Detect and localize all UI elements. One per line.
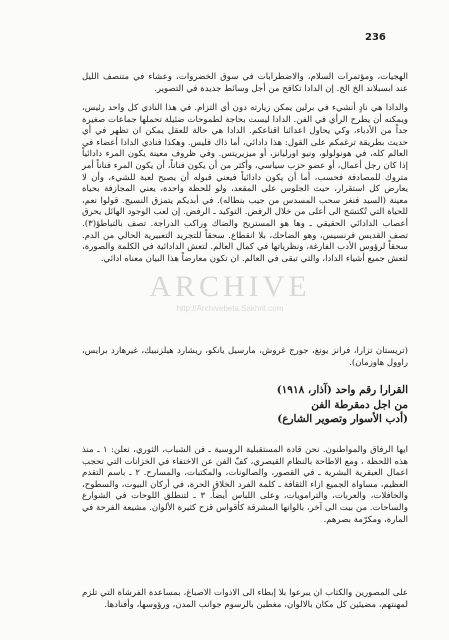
paragraph-text: على المصورين والكتاب ان يبرعوا بلا إبطاء الى الادوات الاصباغ، بمساعدة الفرشاة التي تلزم لمهنتهم، مضيئين كل مكان بالالوان، مغطين بالرسوم جوانب المدن، ورؤوسها، وأفنادها.	[82, 588, 408, 610]
watermark-word: ARCHIVE	[149, 270, 311, 303]
watermark-url: http://Archivebeta.Sakhrit.com	[176, 304, 284, 313]
archive-watermark	[145, 270, 315, 325]
paragraph-signatories	[82, 346, 408, 369]
paragraph-dada-club	[82, 103, 408, 265]
paragraph-resolution	[82, 445, 408, 526]
section-subtitle: من اجل دمقرطة الفن	[311, 398, 408, 411]
page-number: 236	[365, 32, 386, 43]
paragraph-painters	[82, 588, 408, 611]
section-title: القرارا رقم واحد (آذار، ١٩١٨)	[276, 384, 408, 396]
section-heading	[150, 383, 408, 427]
paragraph-text: الهجيات، ومؤتمرات السلام، والاضطرابات في سوق الخضروات، وعشاء في متنصف الليل عند ابسبلاند الخ الخ. إن الدادا تكافح من أجل وسائط جديدة في التصوير.	[82, 72, 408, 94]
paragraph-text: (تريستان تزارا، فرانز يونغ، جورج غروش، مارسيل يانكو، ريشارد هيلزنبيك، غيرهارد برايس، راوول هاوزمان).	[82, 346, 408, 368]
paragraph-text: ايها الرفاق والمواطنون. نحن قادة المستقبلية الروسية ـ فن الشباب، الثوري، نعلن: ١ ـ منذ هذه اللحظة ، ومع الاطاحة بالنظام القيصري، كفّ الفن عن الاختفاء في الخزانات التي تحجب اعمال العبقرية البشرية ـ في القصور، والصالونات، والمكتبات، والمسارح. ٢ ـ باسم التقدم العظيم، مساواة الجميع ازاء الثقافة ـ كلمة الفرد الخلاق الحرة، في أركان البيوت، والسطوح، والحافلات، والعربات، والترامويات، وعلى اللباس أيضاً. ٣ ـ لتنطلق اللوحات في الشوارع والساحات. من بيت الى آخر، بالوانها المشرقة كأقواس قزح كثيرة الألوان. مشيعة الفرحة في المارة، ومكرّمة بصرهم.	[82, 445, 409, 525]
paragraph-intro	[82, 72, 408, 95]
section-subtitle-2: (أدب الأسوار وتصوير الشارع)	[277, 413, 408, 425]
paragraph-text: والدادا هي نادٍ أنشيء في برلين يمكن زيارته دون أي التزام. في هذا النادي كل واحد رئيس، ويمكنه أن يطرح الرأي في الفن. الدادا ليست بحاجة لطموحات ضئيلة تحملها جماعات صغيرة جداً من الأدباء، وكي يحاول اعدائنا اقناعكم. الدادا هي حالة للعقل يمكن ان تظهر في أي حديث بطريقة ترغمكم على القول: هذا دادائي، أما ذاك فليس. وهكذا فنادي الدادا أعضاء في العالم كله، في هونولولو، ونيو اورليانز، أو ميزيريتس. وفي ظروف معينة يكون المرء دادائياً إذا كان رجل أعمال، أو عضو حزب سياسي، وأكثر من أن يكون فناناً، أن يكون المرء فناناً أمر متروك للمصادفة فحسب، أما أن يكون دادائياً فيعني قبوله أن يصبح لعبة للشيء، وأن لا يعارض كل استقرار، حيث الجلوس على المقعد، ولو للحظة واحدة، يعني المجازفة بحياة معينة (السيد فنغز سحب المسدس من جيب بنطاله). في أبديكم يتمزق النسيج. قولوا نعم، للحياة التي تُكتسَح الى أعلى من خلال الرفض. التوكيد ـ الرفض. إن لعب الوجود الهائل يحرق أعصاب الدادائي الحقيقي ـ وها هو المستريح والضاك وراكب الدراجة. تصف بالتباطؤ(٣). تصف القديس فرنسيس، وهو الضاحك، بلا انقطاع. سحقاً للتجريد التعبيرية الحالي من الدم. سحقاً لرؤوس الأدب الفارغة، ونظرياتها في كمال العالم. لتعش الدادائية في الكلمة والصورة، لتعش جميع أشياء الدادا، والتي تبقى في العالم. ان تكون معارضاً هذا البيان معناه ادائي.	[82, 103, 408, 264]
